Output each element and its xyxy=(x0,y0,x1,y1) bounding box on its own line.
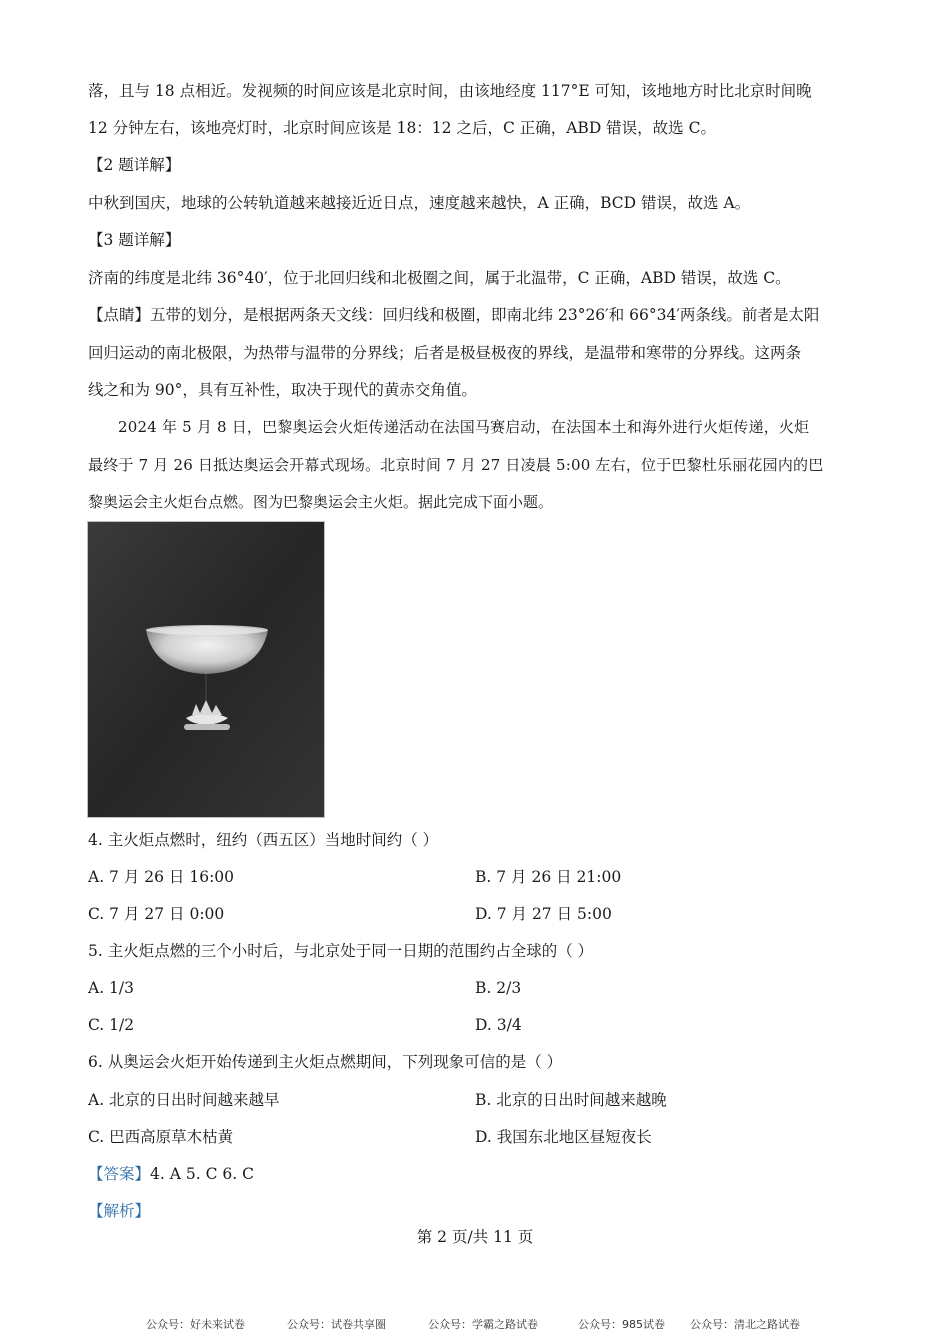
watermark: 公众号：好未来试卷 xyxy=(146,1318,245,1331)
question-5-option-c[interactable]: C. 1/2 xyxy=(88,1016,135,1034)
question-4-option-c[interactable]: C. 7 月 27 日 0:00 xyxy=(88,905,225,923)
question-6-option-c[interactable]: C. 巴西高原草木枯黄 xyxy=(88,1128,234,1146)
close-bracket: 】 xyxy=(134,1165,151,1183)
paragraph-line: 12 分钟左右，该地亮灯时，北京时间应该是 18：12 之后，C 正确，ABD 错误，故选 C。 xyxy=(88,119,716,137)
heading-label: 2 题详解 xyxy=(103,156,165,174)
page-number: 第 2 页/共 11 页 xyxy=(416,1228,534,1246)
open-bracket: 【 xyxy=(88,156,104,174)
answer-label: 答案 xyxy=(103,1165,135,1183)
open-bracket: 【 xyxy=(88,306,104,324)
analysis-line xyxy=(88,1200,150,1222)
question-5-option-d[interactable]: D. 3/4 xyxy=(475,1016,522,1034)
answer-tag xyxy=(88,1165,150,1183)
paragraph-line: 线之和为 90°，具有互补性，取决于现代的黄赤交角值。 xyxy=(88,381,477,399)
paragraph-line: 回归运动的南北极限，为热带与温带的分界线；后者是极昼极夜的界线，是温带和寒带的分界线。这两条 xyxy=(88,344,802,362)
passage-line: 最终于 7 月 26 日抵达奥运会开幕式现场。北京时间 7 月 27 日凌晨 5:00 左右，位于巴黎杜乐丽花园内的巴 xyxy=(88,456,824,474)
paragraph-line: 落，且与 18 点相近。发视频的时间应该是北京时间，由该地经度 117°E 可知，该地地方时比北京时间晚 xyxy=(88,82,812,100)
tip-label: 点睛 xyxy=(103,306,135,324)
close-bracket: 】 xyxy=(134,306,151,324)
tip-line xyxy=(88,304,819,326)
question-4-option-a[interactable]: A. 7 月 26 日 16:00 xyxy=(88,868,235,886)
question-6-option-d[interactable]: D. 我国东北地区昼短夜长 xyxy=(475,1128,652,1146)
tip-text: 五带的划分，是根据两条天文线：回归线和极圈，即南北纬 23°26′和 66°34′两条线。前者是太阳 xyxy=(150,306,820,324)
open-bracket: 【 xyxy=(88,231,104,249)
question-5-stem: 5. 主火炬点燃的三个小时后，与北京处于同一日期的范围约占全球的（ ） xyxy=(88,942,594,960)
paragraph-line: 济南的纬度是北纬 36°40′，位于北回归线和北极圈之间，属于北温带，C 正确，ABD 错误，故选 C。 xyxy=(88,269,791,287)
analysis-label: 解析 xyxy=(103,1202,135,1220)
watermark: 公众号：学霸之路试卷 xyxy=(428,1318,538,1331)
open-bracket: 【 xyxy=(88,1165,104,1183)
question-6-stem: 6. 从奥运会火炬开始传递到主火炬点燃期间，下列现象可信的是（ ） xyxy=(88,1053,563,1071)
close-bracket: 】 xyxy=(164,156,181,174)
paragraph-line: 中秋到国庆，地球的公转轨道越来越接近近日点，速度越来越快，A 正确，BCD 错误，故选 A。 xyxy=(88,194,751,212)
passage-line: 黎奥运会主火炬台点燃。图为巴黎奥运会主火炬。据此完成下面小题。 xyxy=(88,493,554,511)
olympic-cauldron-photo xyxy=(87,521,325,818)
heading-label: 3 题详解 xyxy=(103,231,165,249)
analysis-tag xyxy=(88,1202,150,1220)
section-heading xyxy=(88,229,180,251)
question-6-option-b[interactable]: B. 北京的日出时间越来越晚 xyxy=(475,1091,667,1109)
open-bracket: 【 xyxy=(88,1202,104,1220)
cauldron-illustration xyxy=(88,522,325,818)
section-heading xyxy=(88,154,180,176)
question-4-stem: 4. 主火炬点燃时，纽约（西五区）当地时间约（ ） xyxy=(88,831,439,849)
watermark: 公众号：985试卷 xyxy=(578,1318,665,1331)
passage-line: 2024 年 5 月 8 日，巴黎奥运会火炬传递活动在法国马赛启动，在法国本土和海外进行火炬传递，火炬 xyxy=(118,418,810,436)
question-6-option-a[interactable]: A. 北京的日出时间越来越早 xyxy=(88,1091,280,1109)
question-4-option-b[interactable]: B. 7 月 26 日 21:00 xyxy=(475,868,622,886)
close-bracket: 】 xyxy=(134,1202,151,1220)
watermark: 公众号：试卷共享圈 xyxy=(287,1318,386,1331)
answer-line xyxy=(88,1163,254,1185)
close-bracket: 】 xyxy=(164,231,181,249)
watermark: 公众号：清北之路试卷 xyxy=(690,1318,800,1331)
question-5-option-b[interactable]: B. 2/3 xyxy=(475,979,522,997)
answer-text: 4. A 5. C 6. C xyxy=(150,1165,254,1183)
question-5-option-a[interactable]: A. 1/3 xyxy=(88,979,134,997)
question-4-option-d[interactable]: D. 7 月 27 日 5:00 xyxy=(475,905,612,923)
